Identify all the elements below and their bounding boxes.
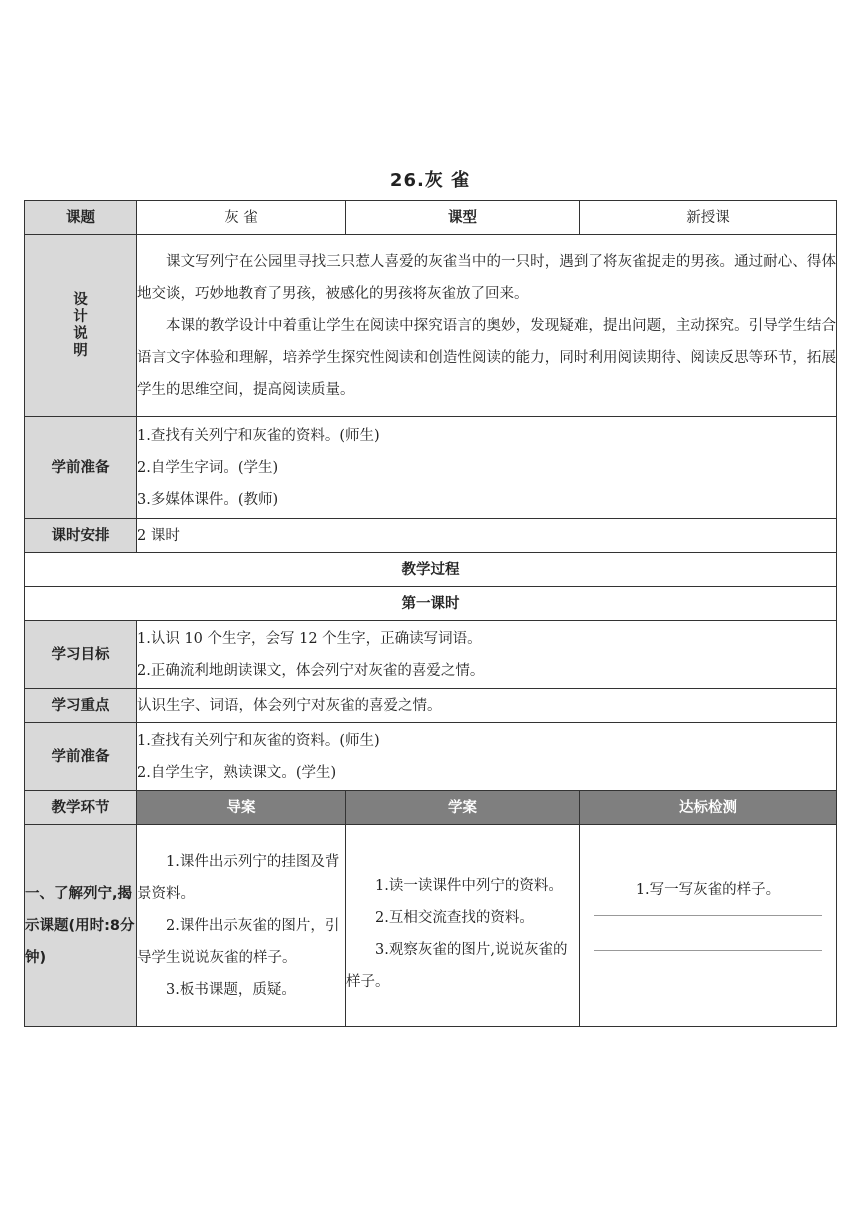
section1-check	[580, 825, 837, 1027]
check-item: 1.写一写灰雀的样子。	[635, 882, 781, 898]
design-label-char: 明	[73, 342, 88, 359]
page-title: 26.灰 雀	[389, 170, 471, 191]
section1-row	[25, 825, 837, 1027]
goals-list	[137, 621, 837, 689]
column-stage: 教学环节	[25, 791, 137, 825]
type-label: 课型	[346, 201, 580, 235]
prep-list	[137, 417, 837, 519]
focus-value: 认识生字、词语，体会列宁对灰雀的喜爱之情。	[137, 689, 837, 723]
section1-guide	[137, 825, 346, 1027]
column-guide: 导案	[137, 791, 346, 825]
topic-label: 课题	[25, 201, 137, 235]
focus-label: 学习重点	[25, 689, 137, 723]
section1-label: 一、了解列宁,揭示课题(用时:8分钟)	[25, 825, 137, 1027]
design-row	[25, 235, 837, 417]
study-item: 1.读一读课件中列宁的资料。	[375, 877, 563, 894]
prep-item: 2.自学生字词。(学生)	[137, 459, 279, 476]
lesson-plan-table	[24, 200, 837, 1027]
lesson-title: 第一课时	[25, 587, 837, 621]
schedule-label: 课时安排	[25, 519, 137, 553]
prep2-item: 2.自学生字，熟读课文。(学生)	[137, 764, 337, 781]
prep-label: 学前准备	[25, 417, 137, 519]
guide-item: 1.课件出示列宁的挂图及背景资料。	[137, 853, 340, 902]
process-title: 教学过程	[25, 553, 837, 587]
answer-line[interactable]	[594, 950, 822, 951]
prep2-label: 学前准备	[25, 723, 137, 791]
design-paragraph: 本课的教学设计中着重让学生在阅读中探究语言的奥妙，发现疑难，提出问题，主动探究。引导学生结合语言文字体验和理解，培养学生探究性阅读和创造性阅读的能力，同时利用阅读期待、阅读反思等环节，拓展学生的思维空间，提高阅读质量。	[137, 317, 836, 398]
column-study: 学案	[346, 791, 580, 825]
design-label-char: 设	[73, 291, 88, 308]
guide-item: 2.课件出示灰雀的图片，引导学生说说灰雀的样子。	[137, 917, 340, 966]
design-label-char: 说	[73, 325, 88, 342]
prep-item: 1.查找有关列宁和灰雀的资料。(师生)	[137, 427, 380, 444]
prep2-item: 1.查找有关列宁和灰雀的资料。(师生)	[137, 732, 380, 749]
study-item: 3.观察灰雀的图片,说说灰雀的样子。	[346, 941, 568, 990]
type-value: 新授课	[580, 201, 837, 235]
design-paragraph: 课文写列宁在公园里寻找三只惹人喜爱的灰雀当中的一只时，遇到了将灰雀捉走的男孩。通过耐心、得体地交谈，巧妙地教育了男孩，被感化的男孩将灰雀放了回来。	[137, 253, 836, 302]
study-item: 2.互相交流查找的资料。	[375, 909, 534, 926]
schedule-value: 2 课时	[137, 519, 837, 553]
guide-item: 3.板书课题，质疑。	[166, 981, 296, 998]
section1-study	[346, 825, 580, 1027]
process-row	[25, 553, 837, 587]
design-text	[137, 235, 837, 417]
design-label	[25, 235, 137, 417]
prep-row	[25, 417, 837, 519]
columns-header-row	[25, 791, 837, 825]
design-label-char: 计	[73, 308, 88, 325]
goals-label: 学习目标	[25, 621, 137, 689]
lesson-row	[25, 587, 837, 621]
goal-item: 1.认识 10 个生字，会写 12 个生字，正确读写词语。	[137, 630, 482, 647]
prep2-list	[137, 723, 837, 791]
goals-row	[25, 621, 837, 689]
focus-row	[25, 689, 837, 723]
column-check: 达标检测	[580, 791, 837, 825]
topic-value: 灰 雀	[137, 201, 346, 235]
prep-item: 3.多媒体课件。(教师)	[137, 491, 279, 508]
prep2-row	[25, 723, 837, 791]
schedule-row	[25, 519, 837, 553]
goal-item: 2.正确流利地朗读课文，体会列宁对灰雀的喜爱之情。	[137, 662, 485, 679]
header-row	[25, 201, 837, 235]
